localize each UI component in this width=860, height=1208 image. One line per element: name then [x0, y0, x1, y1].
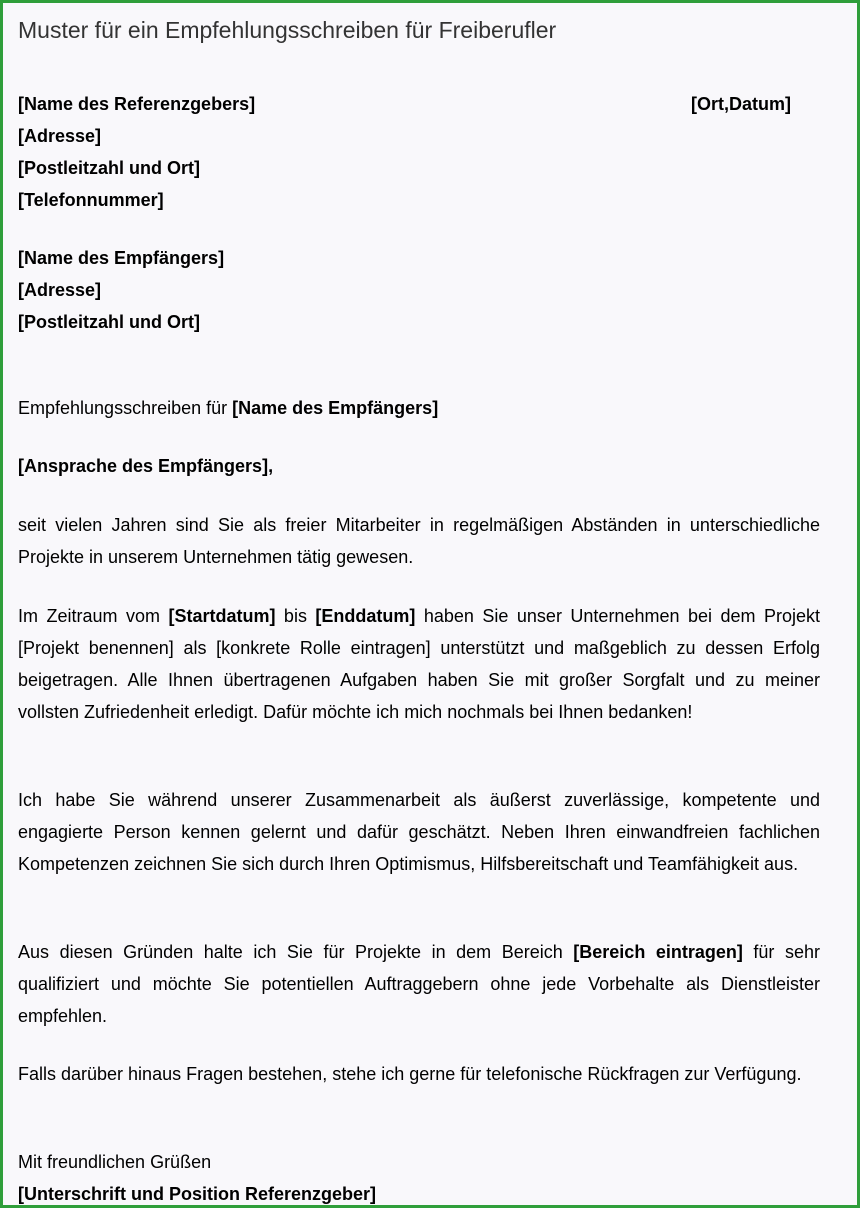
- salutation: [Ansprache des Empfängers],: [18, 456, 274, 476]
- date-place-field: [Ort,Datum]: [691, 94, 791, 114]
- subject-recipient-name: [Name des Empfängers]: [232, 398, 439, 418]
- start-date-field: [Startdatum]: [168, 606, 276, 626]
- recipient-postal-city: [Postleitzahl und Ort]: [18, 312, 200, 332]
- sender-address: [Adresse]: [18, 126, 102, 146]
- end-date-field: [Enddatum]: [315, 606, 416, 626]
- signature-field: [Unterschrift und Position Referenzgeber]: [18, 1184, 377, 1204]
- paragraph-intro: seit vielen Jahren sind Sie als freier Mitarbeiter in regelmäßigen Abständen in unterschiedliche Projekte in unserem Unternehmen tätig gewesen.: [18, 515, 820, 567]
- sender-phone: [Telefonnummer]: [18, 190, 164, 210]
- sender-name: [Name des Referenzgebers]: [18, 94, 256, 114]
- subject-line: [18, 392, 438, 424]
- area-field: [Bereich eintragen]: [573, 942, 743, 962]
- p2-text-1: Im Zeitraum vom: [18, 606, 169, 626]
- p4-text-2: für sehr qualifiziert und möchte Sie potentiellen Auftraggebern ohne jede Vorbehalte als Dienstleister empfehlen.: [18, 942, 820, 1026]
- paragraph-qualities: Ich habe Sie während unserer Zusammenarbeit als äußerst zuverlässige, kompetente und engagierte Person kennen gelernt und dafür geschätzt. Neben Ihren einwandfreien fachlichen Kompetenzen zeichnen Sie sich durch Ihren Optimismus, Hilfsbereitschaft und Teamfähigkeit aus.: [18, 790, 820, 874]
- closing-greeting: Mit freundlichen Grüßen: [18, 1152, 212, 1172]
- document-title: Muster für ein Empfehlungsschreiben für Freiberufler: [18, 17, 557, 43]
- paragraph-contact: Falls darüber hinaus Fragen bestehen, stehe ich gerne für telefonische Rückfragen zur Verfügung.: [18, 1064, 802, 1084]
- recipient-name: [Name des Empfängers]: [18, 248, 225, 268]
- p2-text-2: bis: [275, 606, 316, 626]
- sender-postal-city: [Postleitzahl und Ort]: [18, 158, 200, 178]
- p2-text-3: haben Sie unser Unternehmen bei dem Projekt [Projekt benennen] als [konkrete Rolle eintragen] unterstützt und maßgeblich zu dessen Erfolg beigetragen. Alle Ihnen übertragenen Aufgaben haben Sie mit großer Sorgfalt und zu meiner vollsten Zufriedenheit erledigt. Dafür möchte ich mich nochmals bei Ihnen bedanken!: [18, 606, 820, 722]
- subject-prefix: Empfehlungsschreiben für: [18, 398, 233, 418]
- paragraph-recommendation: [18, 936, 820, 1032]
- recipient-address: [Adresse]: [18, 280, 102, 300]
- paragraph-project: [18, 600, 820, 728]
- p4-text-1: Aus diesen Gründen halte ich Sie für Projekte in dem Bereich: [18, 942, 574, 962]
